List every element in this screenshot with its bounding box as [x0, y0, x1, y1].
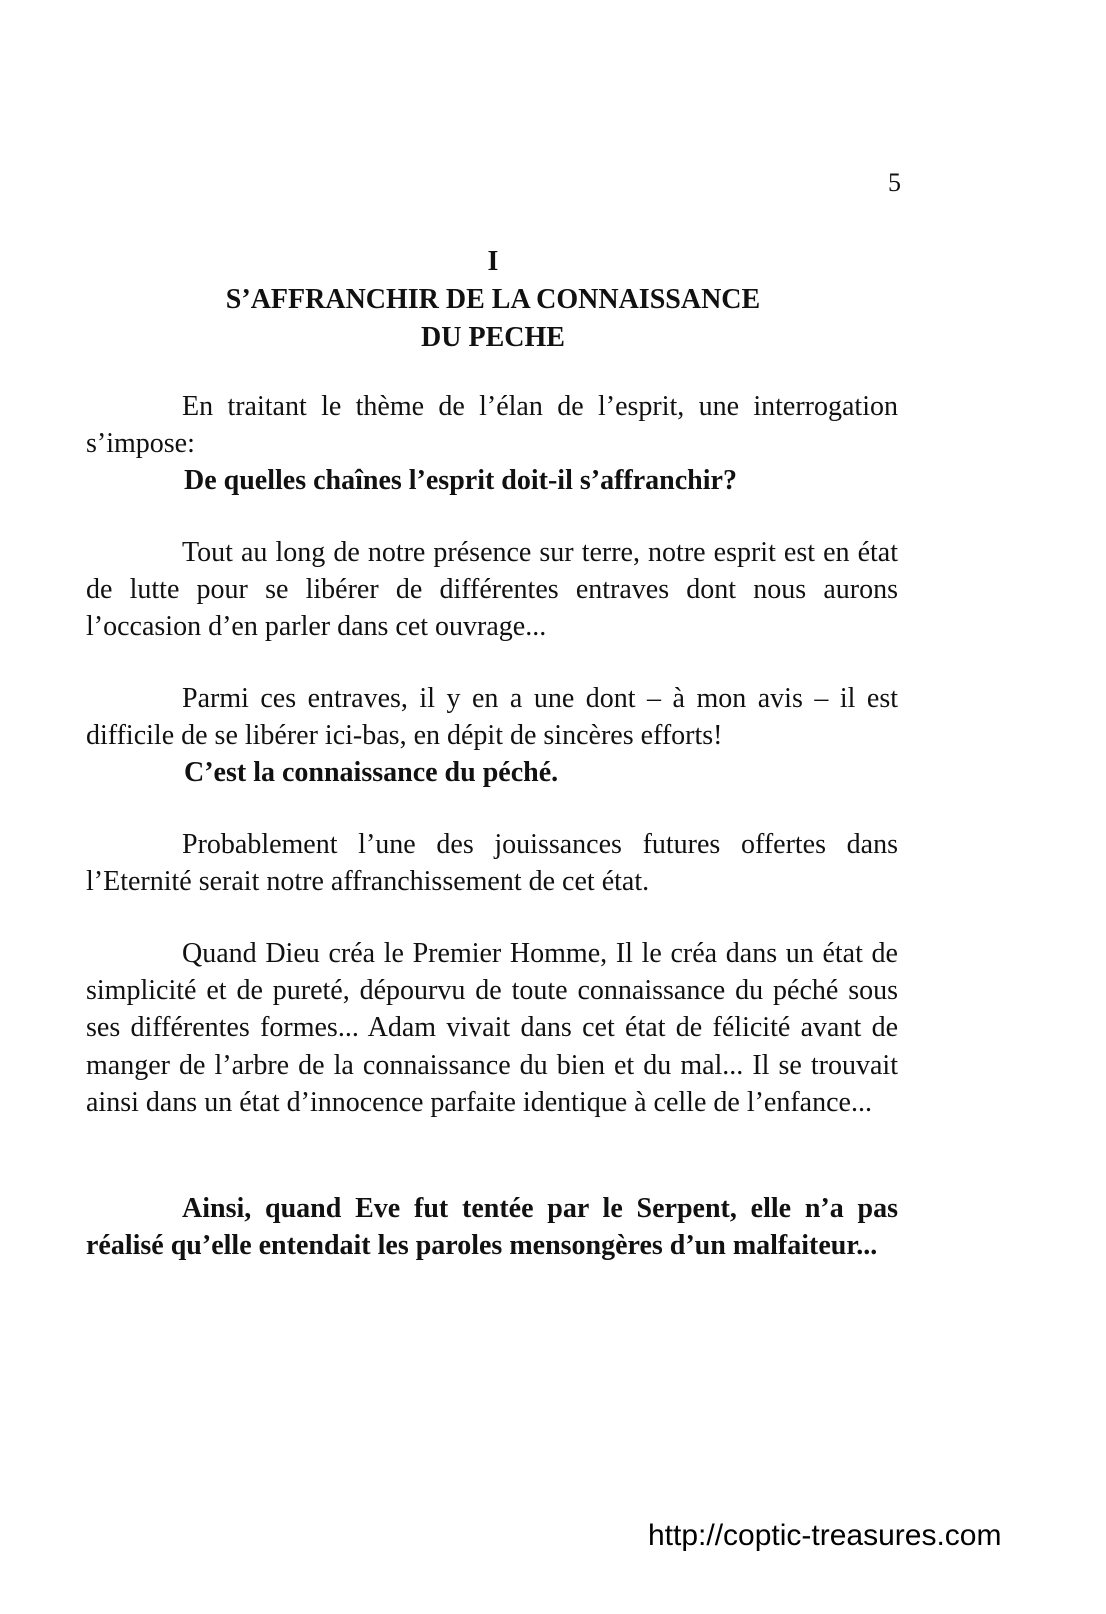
paragraph-6-block [86, 1190, 898, 1264]
paragraph-1-bold-question: De quelles chaînes l’esprit doit-il s’affranchir? [184, 465, 737, 497]
footer-url: http://coptic-treasures.com [648, 1519, 1002, 1552]
chapter-title-line-1: S’AFFRANCHIR DE LA CONNAISSANCE [225, 284, 761, 315]
paragraph-3-block [86, 680, 898, 792]
paragraph-3-bold-statement: C’est la connaissance du péché. [184, 757, 559, 789]
chapter-heading [88, 243, 898, 357]
paragraph-2: Tout au long de notre présence sur terre, notre esprit est en état de lutte pour se libérer de différentes entraves dont nous aurons l’occasion d’en parler dans cet ouvrage... [86, 537, 898, 643]
paragraph-1-block [86, 388, 898, 500]
paragraph-4-block [86, 826, 898, 900]
paragraph-1: En traitant le thème de l’élan de l’esprit, une interrogation s’impose: [86, 391, 898, 460]
paragraph-6-bold: Ainsi, quand Eve fut tentée par le Serpent, elle n’a pas réalisé qu’elle entendait les paroles mensongères d’un malfaiteur... [86, 1193, 898, 1262]
page-number: 5 [888, 168, 901, 197]
paragraph-2-block [86, 534, 898, 646]
chapter-title-line-2: DU PECHE [421, 322, 565, 353]
chapter-numeral: I [487, 246, 499, 277]
paragraph-5-block [86, 935, 898, 1121]
paragraph-4: Probablement l’une des jouissances futures offertes dans l’Eternité serait notre affranchissement de cet état. [86, 829, 898, 898]
paragraph-5: Quand Dieu créa le Premier Homme, Il le créa dans un état de simplicité et de pureté, dépourvu de toute connaissance du péché sous ses différentes formes... Adam vivait dans cet état de félicité avant de manger de l’arbre de la connaissance du bien et du mal... Il se trouvait ainsi dans un état d’innocence parfaite identique à celle de l’enfance... [86, 938, 898, 1118]
paragraph-3: Parmi ces entraves, il y en a une dont – à mon avis – il est difficile de se libérer ici-bas, en dépit de sincères efforts! [86, 683, 898, 752]
